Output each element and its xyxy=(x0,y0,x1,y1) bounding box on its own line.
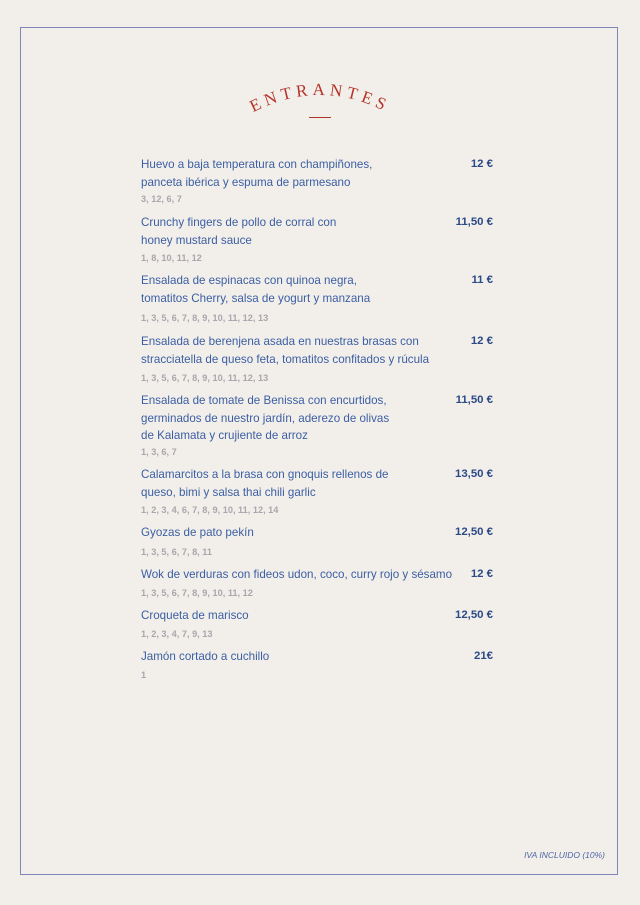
menu-item-price: 13,50 € xyxy=(454,468,493,480)
menu-item-price: 12 € xyxy=(470,335,493,347)
menu-item-price: 11 € xyxy=(471,274,493,286)
menu-item-price: 12 € xyxy=(470,158,493,170)
title-divider xyxy=(309,117,331,118)
menu-item-price: 12 € xyxy=(470,568,493,580)
menu-item-name: Calamarcitos a la brasa con gnoquis rellenos de queso, bimi y salsa thai chili garlic xyxy=(141,468,389,499)
tax-note: IVA INCLUIDO (10%) xyxy=(524,850,605,860)
menu-item-name: Ensalada de espinacas con quinoa negra, tomatitos Cherry, salsa de yogurt y manzana xyxy=(141,274,371,305)
section-title-svg xyxy=(220,72,420,122)
menu-item-allergens: 1 xyxy=(141,670,147,680)
svg-text:ENTRANTES xyxy=(247,80,394,116)
menu-item-name: Wok de verduras con fideos udon, coco, curry rojo y sésamo xyxy=(141,568,453,581)
menu-item-name: Ensalada de tomate de Benissa con encurtidos, germinados de nuestro jardín, aderezo de olivas de Kalamata y crujiente de arroz xyxy=(141,394,390,442)
menu-item-price: 12,50 € xyxy=(454,526,493,538)
menu-item-allergens: 1, 8, 10, 11, 12 xyxy=(141,253,202,263)
menu-item-allergens: 1, 3, 5, 6, 7, 8, 9, 10, 11, 12, 13 xyxy=(141,313,269,323)
menu-item-allergens: 1, 3, 5, 6, 7, 8, 9, 10, 11, 12 xyxy=(141,588,253,598)
menu-item-name: Gyozas de pato pekín xyxy=(141,526,254,539)
menu-item-name: Jamón cortado a cuchillo xyxy=(141,650,270,663)
menu-item-allergens: 1, 2, 3, 4, 7, 9, 13 xyxy=(141,629,213,639)
menu-item-price: 11,50 € xyxy=(455,394,493,406)
menu-item-allergens: 1, 3, 6, 7 xyxy=(141,447,177,457)
menu-item-price: 11,50 € xyxy=(455,216,493,228)
menu-item-allergens: 1, 3, 5, 6, 7, 8, 11 xyxy=(141,547,213,557)
section-title xyxy=(0,72,640,122)
menu-item-name: Croqueta de marisco xyxy=(141,609,249,622)
section-title-text: ENTRANTES xyxy=(246,79,394,116)
menu-item-allergens: 1, 2, 3, 4, 6, 7, 8, 9, 10, 11, 12, 14 xyxy=(141,505,279,515)
menu-item-name: Ensalada de berenjena asada en nuestras brasas con stracciatella de queso feta, tomatitos confitados y rúcula xyxy=(141,335,430,366)
menu-item-name: Huevo a baja temperatura con champiñones, panceta ibérica y espuma de parmesano xyxy=(141,158,373,189)
menu-item-allergens: 3, 12, 6, 7 xyxy=(141,194,182,204)
menu-item-price: 12,50 € xyxy=(454,609,493,621)
menu-item-name: Crunchy fingers de pollo de corral con honey mustard sauce xyxy=(141,216,337,247)
menu-item-allergens: 1, 3, 5, 6, 7, 8, 9, 10, 11, 12, 13 xyxy=(141,373,269,383)
page-border xyxy=(20,27,618,875)
menu-item-price: 21€ xyxy=(473,650,493,662)
